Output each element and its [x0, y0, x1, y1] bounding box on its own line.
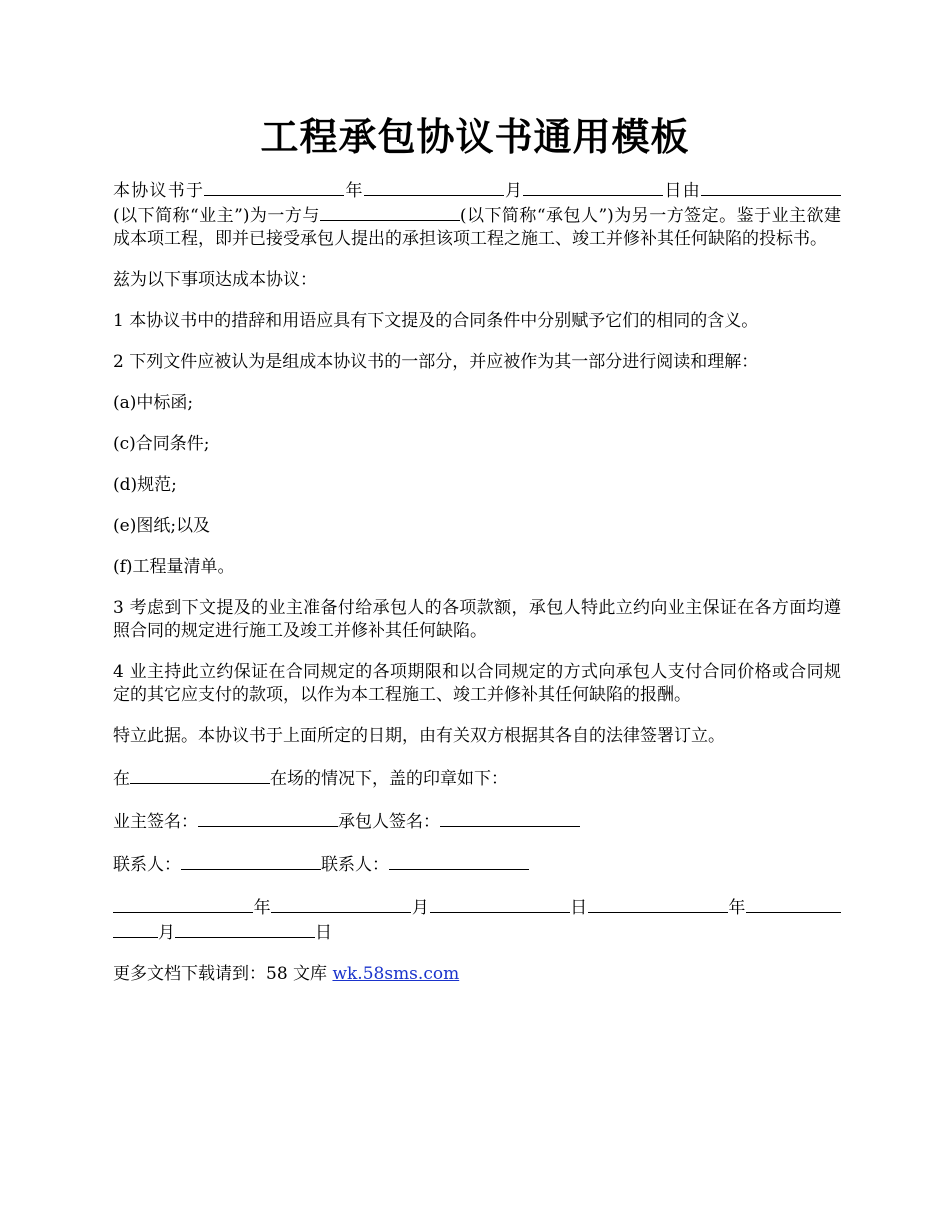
blank-witness	[130, 766, 270, 784]
footer-line	[113, 963, 841, 986]
blank-month-2b	[113, 920, 158, 938]
intro-text-3: 月	[503, 181, 524, 201]
list-item-e: (e)图纸;以及	[113, 516, 211, 536]
blank-day-1	[430, 895, 570, 913]
intro-text-4: 日由	[663, 181, 701, 201]
blank-contractor-signature	[440, 809, 580, 827]
blank-date-month	[364, 178, 504, 196]
day-label-1: 日	[569, 898, 588, 918]
clause-2: 2 下列文件应被认为是组成本协议书的一部分，并应被作为其一部分进行阅读和理解：	[113, 352, 759, 372]
contact-label-2: 联系人：	[321, 855, 389, 875]
blank-date-day	[523, 178, 663, 196]
blank-date-year	[204, 178, 344, 196]
signature-line	[113, 809, 841, 834]
list-item-f: (f)工程量清单。	[113, 557, 235, 577]
intro-paragraph	[113, 178, 841, 251]
intro-text-1: 本协议书于	[113, 181, 205, 201]
contact-line	[113, 852, 841, 877]
blank-contractor-name	[320, 203, 460, 221]
month-label-1: 月	[411, 898, 430, 918]
date-line	[113, 895, 841, 945]
witness-paragraph: 特立此据。本协议书于上面所定的日期，由有关双方根据其各自的法律签署订立。	[113, 726, 725, 746]
blank-month-2a	[746, 895, 841, 913]
clause-1: 1 本协议书中的措辞和用语应具有下文提及的合同条件中分别赋予它们的相同的含义。	[113, 311, 759, 331]
year-label-2: 年	[727, 898, 746, 918]
clause-4: 4 业主持此立约保证在合同规定的各项期限和以合同规定的方式向承包人支付合同价格或合同规定的其它应支付的款项，以作为本工程施工、竣工并修补其任何缺陷的报酬。	[113, 662, 841, 705]
document-title: 工程承包协议书通用模板	[260, 114, 690, 159]
intro-text-5: (以下简称“业主”)为一方与	[113, 206, 320, 226]
blank-contact-2	[389, 852, 529, 870]
footer-text: 更多文档下载请到：58 文库	[113, 964, 333, 984]
blank-day-2	[175, 920, 315, 938]
contractor-signature-label: 承包人签名：	[338, 812, 440, 832]
list-item-a: (a)中标函;	[113, 393, 194, 413]
owner-signature-label: 业主签名：	[113, 812, 198, 832]
blank-contact-1	[181, 852, 321, 870]
blank-owner-name	[701, 178, 841, 196]
intro-text-2: 年	[344, 181, 364, 201]
footer-link[interactable]: wk.58sms.com	[332, 964, 460, 984]
day-label-2: 日	[315, 923, 332, 943]
list-item-d: (d)规范;	[113, 475, 177, 495]
intro-text-6: (以下简称“承包人”)为另一方签定。鉴于业主欲建成本项工程，即并已接受承包人提出的承担该项工程之施工、竣工并修补其任何缺陷的投标书。	[113, 206, 841, 249]
agree-paragraph: 兹为以下事项达成本协议：	[113, 270, 317, 290]
list-item-c: (c)合同条件;	[113, 434, 210, 454]
blank-month-1	[271, 895, 411, 913]
blank-year-2	[588, 895, 728, 913]
document-body	[113, 178, 841, 1004]
blank-year-1	[113, 895, 253, 913]
presence-line	[113, 766, 841, 791]
blank-owner-signature	[198, 809, 338, 827]
year-label-1: 年	[253, 898, 272, 918]
contact-label-1: 联系人：	[113, 855, 181, 875]
month-label-2: 月	[158, 923, 175, 943]
presence-text-1: 在	[113, 769, 130, 789]
clause-3: 3 考虑到下文提及的业主准备付给承包人的各项款额，承包人特此立约向业主保证在各方面均遵照合同的规定进行施工及竣工并修补其任何缺陷。	[113, 598, 841, 641]
presence-text-2: 在场的情况下，盖的印章如下：	[270, 769, 508, 789]
